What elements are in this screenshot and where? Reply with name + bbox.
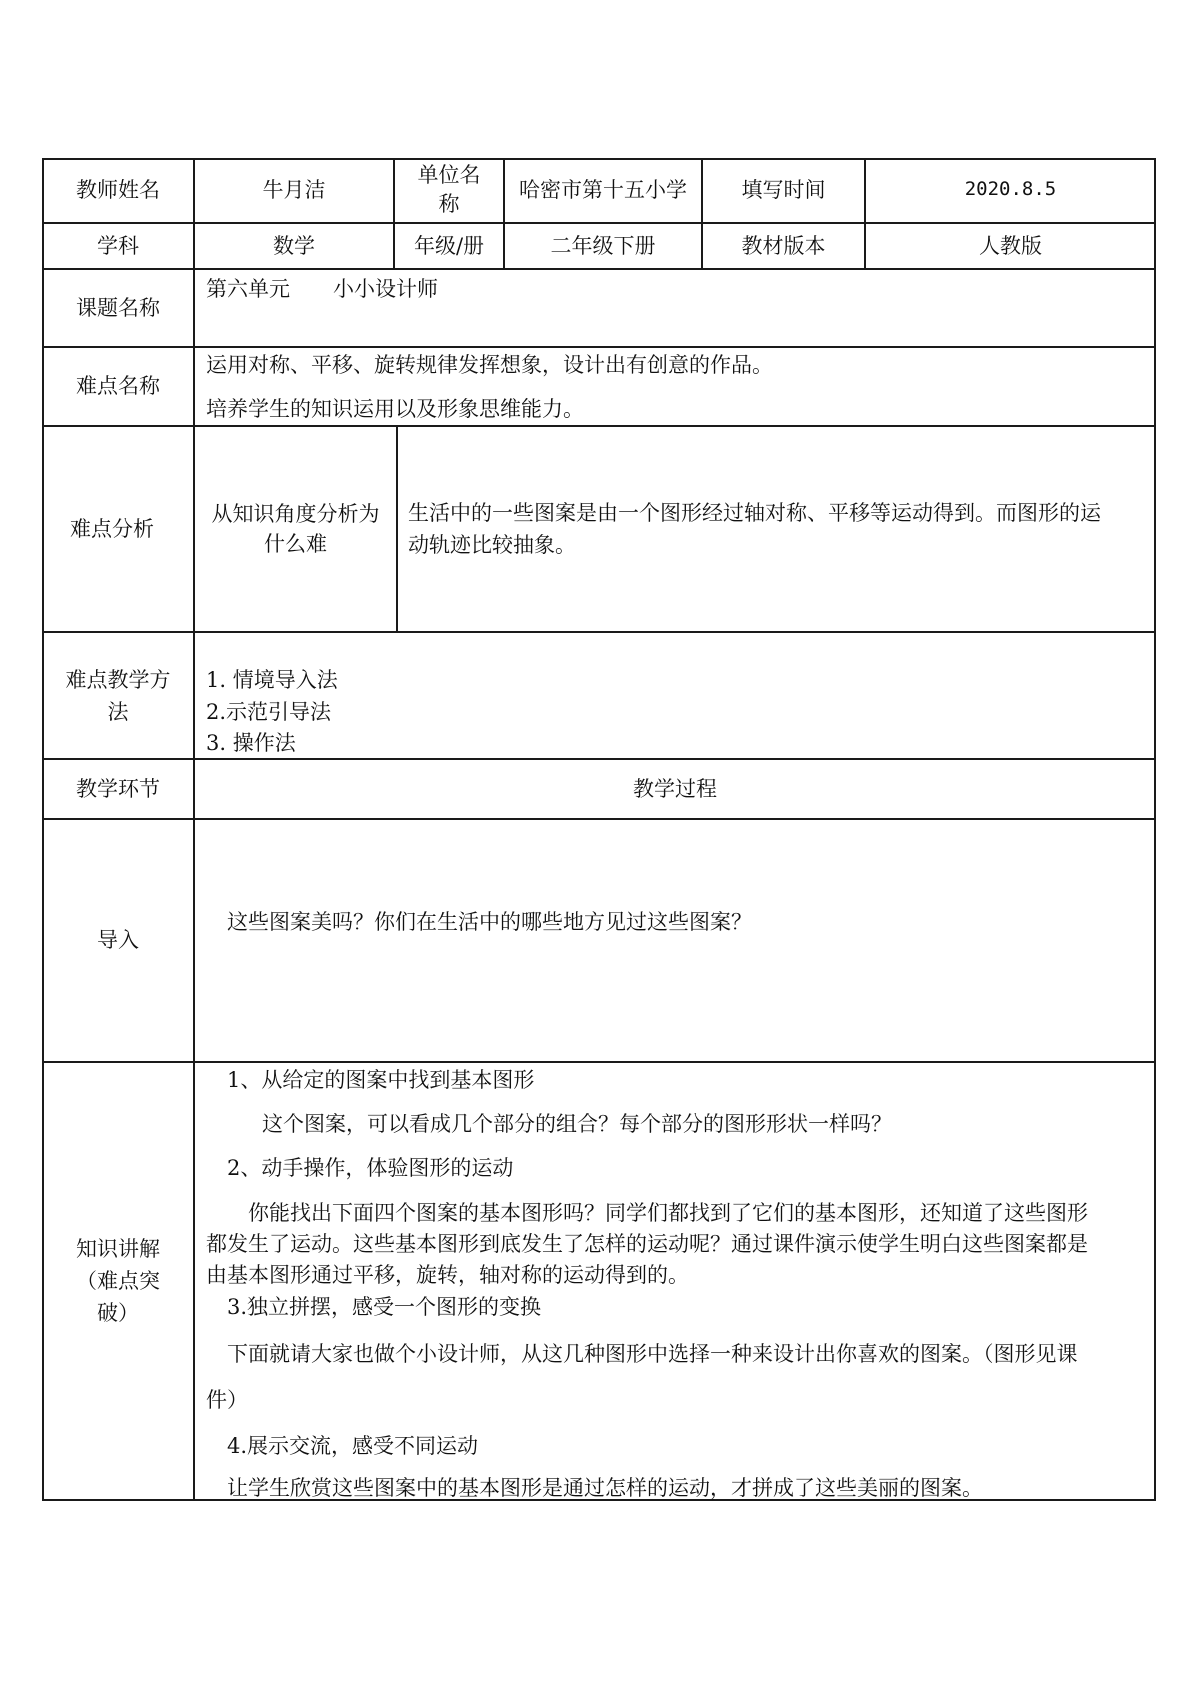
- knowledge-label-line1: 知识讲解: [76, 1237, 160, 1261]
- knowledge-line-3: 2、动手操作，体验图形的运动: [227, 1156, 514, 1180]
- stage-header-label: 教学环节: [76, 776, 160, 801]
- unit-name-label: [394, 158, 504, 222]
- analysis-text-line1: 生活中的一些图案是由一个图形经过轴对称、平移等运动得到。而图形的运: [408, 501, 1101, 525]
- method-item-1: 1. 情境导入法: [206, 668, 338, 692]
- edition-value: 人教版: [979, 234, 1042, 259]
- fill-time-value: 2020.8.5: [964, 178, 1057, 201]
- grade-label: 年级/册: [413, 234, 485, 259]
- topic-unit: 第六单元: [206, 277, 290, 301]
- intro-text: 这些图案美吗？你们在生活中的哪些地方见过这些图案？: [227, 910, 752, 934]
- row-divider-topic: [42, 346, 1156, 348]
- topic-label: 课题名称: [76, 295, 160, 320]
- knowledge-line-5: 都发生了运动。这些基本图形到底发生了怎样的运动呢？通过课件演示使学生明白这些图案都是: [206, 1232, 1088, 1256]
- knowledge-line-10: 4.展示交流，感受不同运动: [227, 1434, 479, 1458]
- difficulty-line1: 运用对称、平移、旋转规律发挥想象，设计出有创意的作品。: [206, 353, 773, 377]
- knowledge-line-6: 由基本图形通过平移，旋转，轴对称的运动得到的。: [206, 1263, 689, 1287]
- method-label-line2: 法: [107, 699, 129, 724]
- method-item-3: 3. 操作法: [206, 731, 296, 755]
- topic-title: 小小设计师: [333, 277, 438, 301]
- unit-label-line2: 称: [438, 192, 460, 216]
- intro-label: 导入: [97, 928, 139, 953]
- knowledge-line-9: 件）: [206, 1388, 248, 1412]
- knowledge-label-line3: 破）: [97, 1301, 139, 1325]
- knowledge-line-11: 让学生欣赏这些图案中的基本图形是通过怎样的运动，才拼成了这些美丽的图案。: [227, 1476, 983, 1500]
- method-label-line1: 难点教学方: [65, 667, 171, 692]
- edition-label: 教材版本: [741, 234, 826, 259]
- knowledge-line-8: 下面就请大家也做个小设计师，从这几种图形中选择一种来设计出你喜欢的图案。（图形见课: [227, 1342, 1078, 1366]
- knowledge-label-line2: （难点突: [76, 1269, 160, 1293]
- knowledge-line-7: 3.独立拼摆，感受一个图形的变换: [227, 1295, 542, 1319]
- knowledge-line-2: 这个图案，可以看成几个部分的组合？每个部分的图形形状一样吗？: [262, 1112, 892, 1136]
- subject-value: 数学: [273, 234, 315, 259]
- grade-value: 二年级下册: [550, 234, 656, 259]
- difficulty-line2: 培养学生的知识运用以及形象思维能力。: [206, 397, 584, 421]
- unit-name-value: 哈密市第十五小学: [519, 177, 687, 202]
- row-divider-intro: [42, 1061, 1156, 1063]
- method-item-2: 2.示范引导法: [206, 700, 332, 724]
- difficulty-label: 难点名称: [76, 374, 160, 399]
- fill-time-label: 填写时间: [741, 177, 826, 202]
- method-label: [42, 632, 194, 759]
- analysis-sub-label-line2: 什么难: [264, 532, 327, 556]
- analysis-sub-label-line1: 从知识角度分析为: [211, 502, 380, 526]
- knowledge-label: [42, 1062, 194, 1500]
- analysis-text-line2: 动轨迹比较抽象。: [408, 533, 576, 557]
- teacher-name-label: 教师姓名: [76, 177, 160, 202]
- process-header-label: 教学过程: [633, 776, 717, 801]
- unit-label-line1: 单位名: [417, 163, 481, 187]
- knowledge-line-1: 1、从给定的图案中找到基本图形: [227, 1068, 535, 1092]
- analysis-label: 难点分析: [70, 516, 154, 541]
- analysis-sub-label: [194, 426, 397, 632]
- subject-label: 学科: [97, 234, 139, 259]
- knowledge-line-4: 你能找出下面四个图案的基本图形吗？同学们都找到了它们的基本图形，还知道了这些图形: [248, 1201, 1088, 1225]
- teacher-name-value: 牛月洁: [262, 177, 326, 202]
